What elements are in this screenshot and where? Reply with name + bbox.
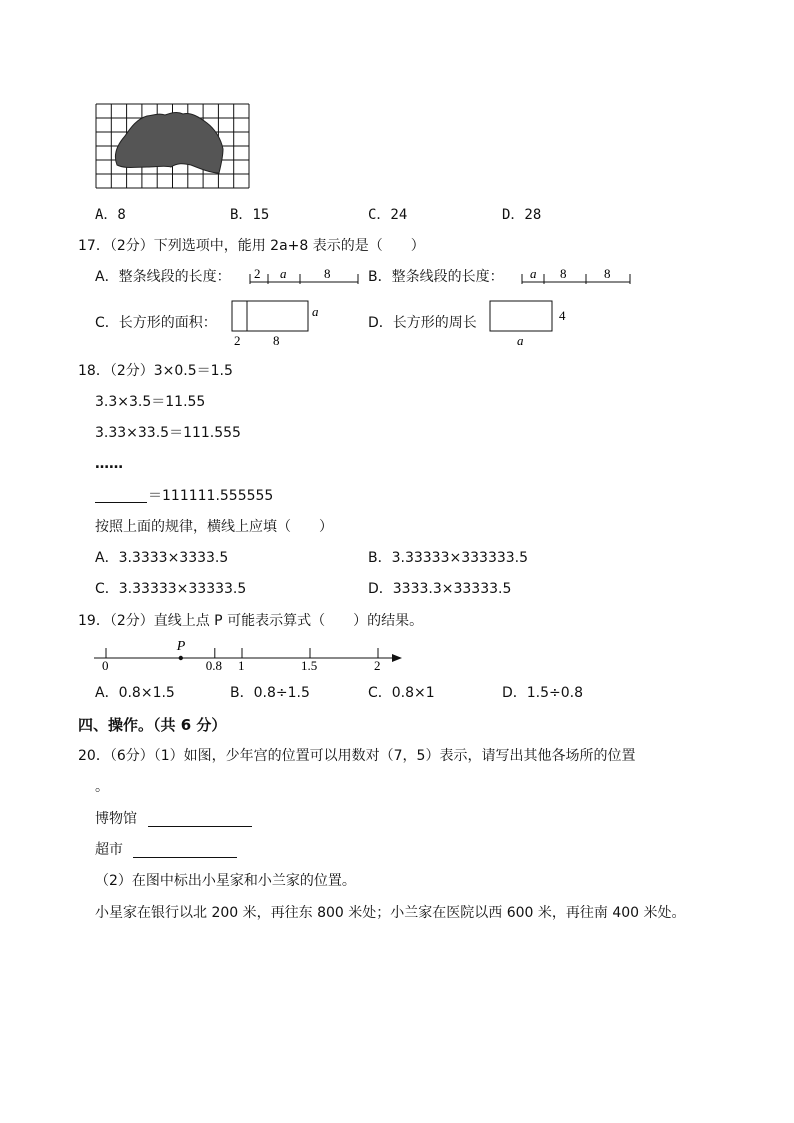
q18-option-c[interactable]: C．3.33333×33333.5: [95, 581, 247, 597]
axis-tick-label: 0: [102, 658, 109, 673]
q18-answer-blank[interactable]: [95, 502, 147, 503]
q17-option-b[interactable]: B．整条线段的长度：: [368, 269, 504, 285]
axis-tick-label: 2: [374, 658, 381, 673]
q17-option-c[interactable]: C．长方形的面积：: [95, 315, 217, 331]
q18-option-b[interactable]: B．3.33333×333333.5: [368, 550, 529, 566]
q18-line-3: 3.33×33.5＝111.555: [95, 425, 241, 441]
q18-option-d[interactable]: D．3333.3×33333.5: [368, 581, 512, 597]
q20-stem: 20．（6分）（1）如图，少年宫的位置可以用数对（7，5）表示，请写出其他各场所的位置: [78, 748, 636, 764]
fig-b-label-3: 8: [604, 266, 611, 281]
q18-stem: 18．（2分）3×0.5＝1.5: [78, 363, 233, 379]
grid-shape-figure: [95, 103, 250, 189]
section-4-heading: 四、操作。（共 6 分）: [78, 716, 227, 734]
q18-line-2: 3.3×3.5＝11.55: [95, 394, 206, 410]
market-answer-blank[interactable]: [133, 857, 237, 858]
irregular-shape: [115, 112, 223, 173]
q18-ellipsis: ……: [95, 456, 123, 472]
museum-answer-blank[interactable]: [148, 826, 252, 827]
fig-d-side: 4: [559, 308, 566, 323]
q16-option-c[interactable]: C．24: [368, 207, 408, 223]
fig-c-side: a: [312, 304, 319, 319]
number-line: [90, 636, 410, 672]
q18-line-5: ＝111111.555555: [148, 488, 274, 504]
fig-c-bottom-1: 2: [234, 333, 241, 348]
q17-stem: 17．（2分）下列选项中，能用 2a+8 表示的是（ ）: [78, 238, 425, 254]
q17-option-a[interactable]: A．整条线段的长度：: [95, 269, 231, 285]
fig-a-label-3: 8: [324, 266, 331, 281]
q17-figure-d: [489, 300, 573, 348]
fig-b-label-1: a: [530, 266, 537, 281]
q18-option-a[interactable]: A．3.3333×3333.5: [95, 550, 229, 566]
q19-option-b[interactable]: B．0.8÷1.5: [230, 685, 310, 701]
q19-stem: 19．（2分）直线上点 P 可能表示算式（ ）的结果。: [78, 613, 424, 629]
q19-option-a[interactable]: A．0.8×1.5: [95, 685, 175, 701]
q20-stem-tail: 。: [95, 779, 109, 795]
q17-figure-c: [231, 300, 323, 348]
q19-option-d[interactable]: D．1.5÷0.8: [502, 685, 584, 701]
market-label: 超市: [95, 842, 123, 858]
museum-label: 博物馆: [95, 811, 137, 827]
fig-a-label-2: a: [280, 266, 287, 281]
q17-figure-b: [520, 264, 632, 288]
fig-a-label-1: 2: [254, 266, 261, 281]
axis-tick-label: 1: [238, 658, 245, 673]
q16-option-b[interactable]: B．15: [230, 207, 270, 223]
fig-c-bottom-2: 8: [273, 333, 280, 348]
fig-b-label-2: 8: [560, 266, 567, 281]
q18-prompt: 按照上面的规律，横线上应填（ ）: [95, 519, 333, 535]
axis-tick-label: 1.5: [301, 658, 318, 673]
q20-part-2: （2）在图中标出小星家和小兰家的位置。: [95, 873, 356, 889]
q20-part-2-desc: 小星家在银行以北 200 米，再往东 800 米处；小兰家在医院以西 600 米，再往南 400 米处。: [95, 905, 686, 921]
q17-figure-a: [248, 264, 360, 288]
q16-option-d[interactable]: D．28: [502, 207, 542, 223]
fig-d-bottom: a: [517, 333, 524, 348]
q17-option-d[interactable]: D．长方形的周长: [368, 315, 477, 331]
q19-option-c[interactable]: C．0.8×1: [368, 685, 435, 701]
axis-tick-label: 0.8: [205, 658, 223, 673]
q16-option-a[interactable]: A．8: [95, 207, 126, 223]
point-p: [179, 656, 183, 660]
point-p-label: P: [176, 639, 186, 654]
